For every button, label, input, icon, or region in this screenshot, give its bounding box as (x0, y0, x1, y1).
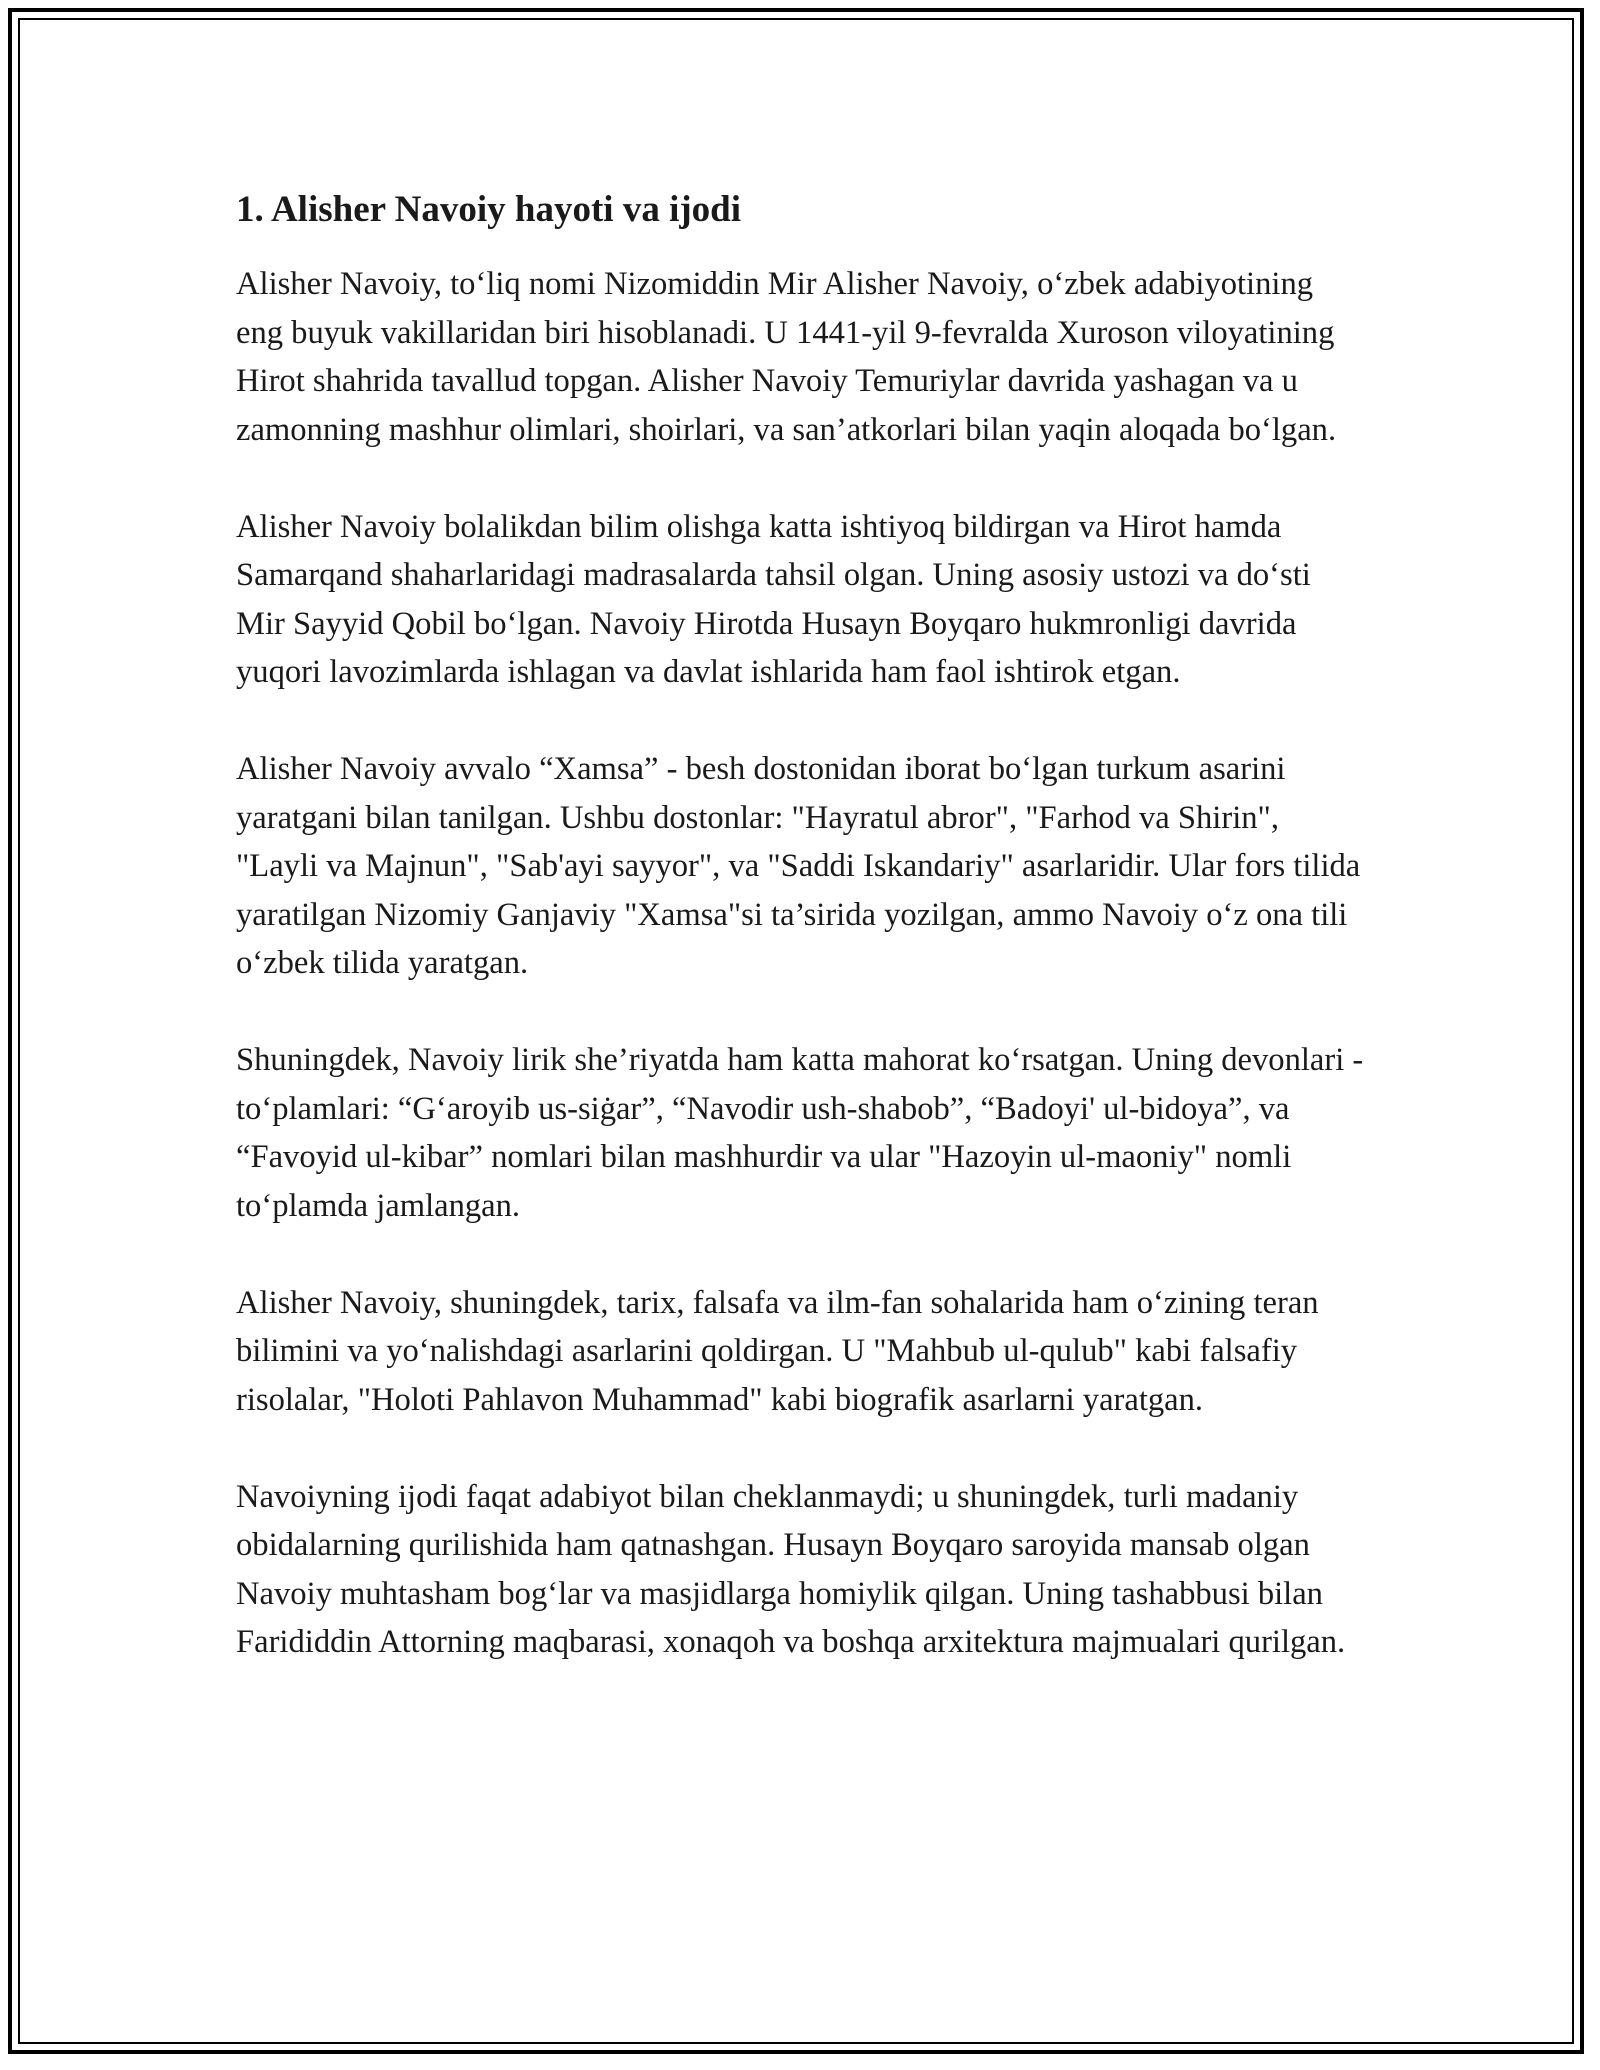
paragraph-cultural-patronage: Navoiyning ijodi faqat adabiyot bilan cheklanmaydi; u shuningdek, turli madaniy obidalarning qurilishida ham qatnashgan. Husayn Boyqaro saroyida mansab olgan Navoiy muhtasham bog‘lar va masjidlarga homiylik qilgan. Uning tashabbusi bilan Farididdin Attorning maqbarasi, xonaqoh va boshqa arxitektura majmualari qurilgan. (236, 1478, 1346, 1661)
document-page (236, 186, 1366, 1715)
section-heading: 1. Alisher Navoiy hayoti va ijodi (236, 189, 742, 230)
paragraph-scholarship: Alisher Navoiy, shuningdek, tarix, falsafa va ilm-fan sohalarida ham o‘zining teran bilimini va yo‘nalishdagi asarlarini qoldirgan. U "Mahbub ul-qulub" kabi falsafiy risolalar, "Holoti Pahlavon Muhammad" kabi biografik asarlarni yaratgan. (236, 1284, 1319, 1418)
paragraph-education: Alisher Navoiy bolalikdan bilim olishga katta ishtiyoq bildirgan va Hirot hamda Samarqand shaharlaridagi madrasalarda tahsil olgan. Uning asosiy ustozi va do‘sti Mir Sayyid Qobil bo‘lgan. Navoiy Hirotda Husayn Boyqaro hukmronligi davrida yuqori lavozimlarda ishlagan va davlat ishlarida ham faol ishtirok etgan. (236, 508, 1311, 691)
paragraph-biography-intro: Alisher Navoiy, to‘liq nomi Nizomiddin Mir Alisher Navoiy, o‘zbek adabiyotining eng buyuk vakillaridan biri hisoblanadi. U 1441-yil 9-fevralda Xuroson viloyatining Hirot shahrida tavallud topgan. Alisher Navoiy Temuriylar davrida yashagan va u zamonning mashhur olimlari, shoirlari, va san’atkorlari bilan yaqin aloqada bo‘lgan. (236, 266, 1337, 448)
paragraph-xamsa: Alisher Navoiy avvalo “Xamsa” - besh dostonidan iborat bo‘lgan turkum asarini yaratgani bilan tanilgan. Ushbu dostonlar: "Hayratul abror", "Farhod va Shirin", "Layli va Majnun", "Sab'ayi sayyor", va "Saddi Iskandariy" asarlaridir. Ular fors tilida yaratilgan Nizomiy Ganjaviy "Xamsa"si ta’sirida yozilgan, ammo Navoiy o‘z ona tili o‘zbek tilida yaratgan. (236, 751, 1361, 982)
paragraph-lyric-poetry: Shuningdek, Navoiy lirik she’riyatda ham katta mahorat ko‘rsatgan. Uning devonlari - to‘plamlari: “G‘aroyib us-siġar”, “Navodir ush-shabob”, “Badoyi' ul-bidoya”, va “Favoyid ul-kibar” nomlari bilan mashhurdir va ular "Hazoyin ul-maoniy" nomli to‘plamda jamlangan. (236, 1042, 1364, 1224)
